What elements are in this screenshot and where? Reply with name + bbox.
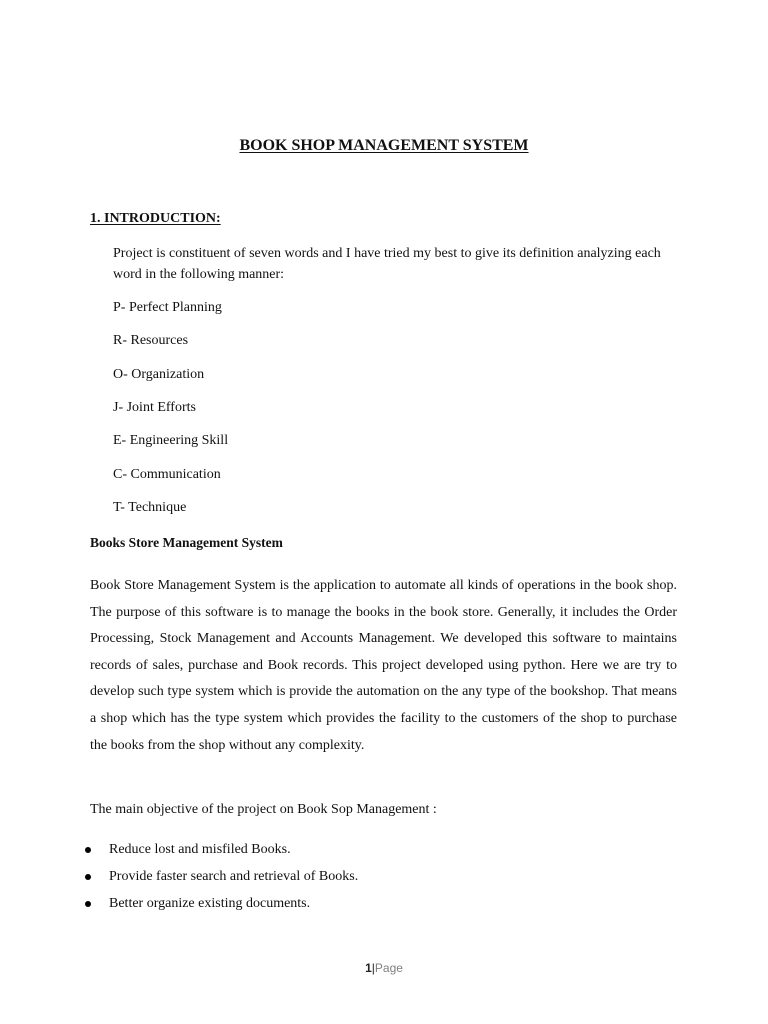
- bullet-icon: [85, 901, 91, 907]
- acronym-item: C- Communication: [113, 467, 221, 482]
- bullet-text: Reduce lost and misfiled Books.: [109, 842, 291, 857]
- document-title: BOOK SHOP MANAGEMENT SYSTEM: [239, 137, 529, 154]
- page-label: Page: [374, 961, 403, 975]
- subheading-books-store: Books Store Management System: [90, 535, 283, 550]
- acronym-item: J- Joint Efforts: [113, 400, 196, 415]
- bullet-list-item: [82, 841, 291, 859]
- page-number: 1: [365, 961, 372, 975]
- bullet-list-item: [82, 868, 358, 886]
- bullet-list-item: [82, 895, 310, 913]
- acronym-item: O- Organization: [113, 367, 205, 382]
- acronym-item: R- Resources: [113, 333, 189, 348]
- acronym-item: P- Perfect Planning: [113, 300, 222, 315]
- bullet-icon: [85, 874, 91, 880]
- page-footer: [0, 961, 768, 975]
- objective-intro: The main objective of the project on Book Sop Management :: [90, 802, 437, 817]
- body-paragraph: Book Store Management System is the application to automate all kinds of operations in the book shop. The purpose of this software is to manage the books in the book store. Generally, it includes the Order Processing, Stock Management and Accounts Management. We developed this software to maintains records of sales, purchase and Book records. This project developed using python. Here we are try to develop such type system which is provide the automation on the any type of the bookshop. That means a shop which has the type system which provides the facility to the customers of the shop to purchase the books from the shop without any complexity.: [90, 578, 677, 753]
- acronym-item: T- Technique: [113, 500, 187, 515]
- acronym-item: E- Engineering Skill: [113, 433, 229, 448]
- section-heading-introduction: 1. INTRODUCTION:: [90, 211, 221, 226]
- page-separator: |: [371, 961, 375, 975]
- bullet-icon: [85, 847, 91, 853]
- bullet-text: Provide faster search and retrieval of Books.: [109, 869, 359, 884]
- intro-paragraph: Project is constituent of seven words and I have tried my best to give its definition analyzing each word in the following manner:: [113, 246, 661, 282]
- bullet-text: Better organize existing documents.: [109, 896, 311, 911]
